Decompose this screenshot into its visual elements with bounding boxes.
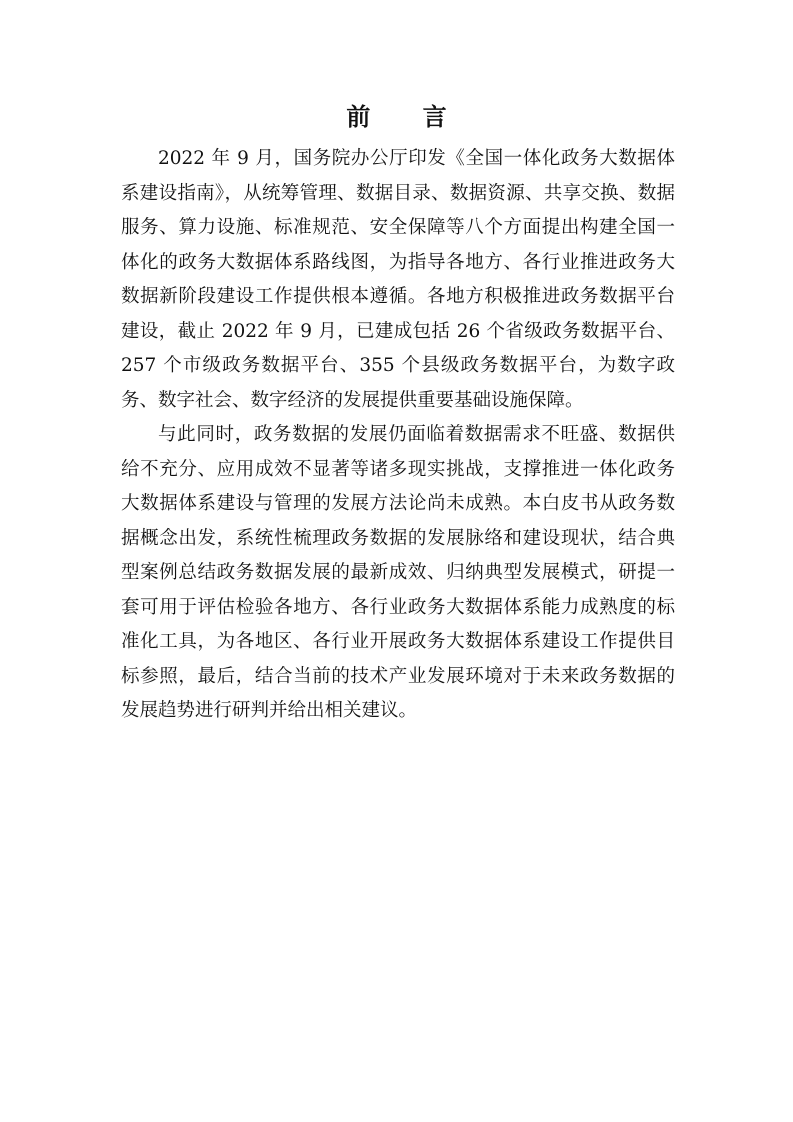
page-title: 前 言 bbox=[346, 103, 469, 131]
paragraph-1: 2022 年 9 月，国务院办公厅印发《全国一体化政务大数据体系建设指南》，从统筹管理、数据目录、数据资源、共享交换、数据服务、算力设施、标准规范、安全保障等八个方面提出构建全国一体化的政务大数据体系路线图，为指导各地方、各行业推进政务大数据新阶段建设工作提供根本遵循。各地方积极推进政务数据平台建设，截止 2022 年 9 月，已建成包括 26 个省级政务数据平台、257 个市级政务数据平台、355 个县级政务数据平台，为数字政务、数字社会、数字经济的发展提供重要基础设施保障。 bbox=[121, 148, 675, 411]
paragraph-2: 与此同时，政务数据的发展仍面临着数据需求不旺盛、数据供给不充分、应用成效不显著等诸多现实挑战，支撑推进一体化政务大数据体系建设与管理的发展方法论尚未成熟。本白皮书从政务数据概念出发，系统性梳理政务数据的发展脉络和建设现状，结合典型案例总结政务数据发展的最新成效、归纳典型发展模式，研提一套可用于评估检验各地方、各行业政务大数据体系能力成熟度的标准化工具，为各地区、各行业开展政务大数据体系建设工作提供目标参照，最后，结合当前的技术产业发展环境对于未来政务数据的发展趋势进行研判并给出相关建议。 bbox=[121, 424, 675, 721]
document-body bbox=[121, 142, 675, 729]
